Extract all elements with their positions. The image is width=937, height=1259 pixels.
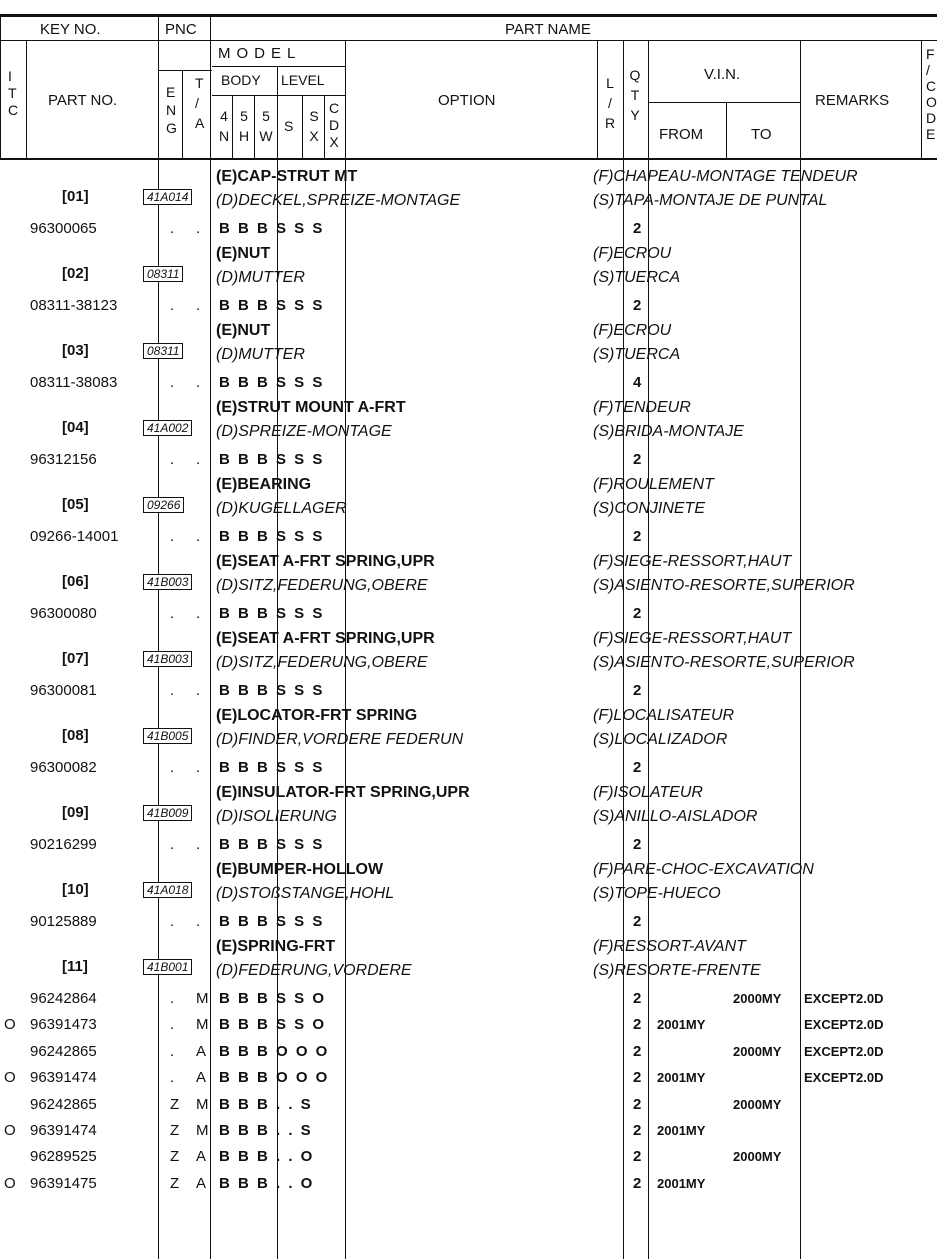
part-number[interactable]: 09266-14001	[30, 528, 119, 545]
header-fcode	[926, 46, 937, 142]
part-name-en: (E)SEAT A-FRT SPRING,UPR	[216, 630, 435, 647]
ta-code: .	[196, 605, 201, 622]
model-applicability: B B B . . O	[219, 1148, 313, 1166]
grid-line	[623, 40, 624, 1259]
grid-line	[800, 40, 801, 1259]
itc-marker: O	[4, 1016, 16, 1034]
ta-code: A	[196, 1148, 207, 1166]
part-name-fr: (F)ECROU	[593, 245, 672, 262]
part-name-es: (S)TUERCA	[593, 346, 681, 363]
quantity: 2	[633, 990, 642, 1007]
remarks: EXCEPT2.0D	[804, 1043, 884, 1059]
quantity: 2	[633, 1148, 642, 1166]
pnc-code[interactable]: 08311	[143, 343, 183, 359]
vin-to: 2000MY	[733, 1096, 782, 1112]
header-level-cdx	[328, 100, 340, 151]
header-level-char: X	[309, 128, 319, 144]
header-part-no: PART NO.	[48, 92, 118, 109]
header-ta-char: A	[195, 115, 205, 131]
header-lr-char: R	[605, 115, 616, 131]
quantity: 2	[633, 1122, 642, 1139]
part-number[interactable]: 96391474	[30, 1069, 97, 1087]
header-part-name: PART NAME	[505, 21, 591, 38]
part-number[interactable]: 96300080	[30, 605, 97, 622]
part-number[interactable]: 90125889	[30, 913, 97, 930]
grid-line	[921, 40, 922, 158]
ta-code: M	[196, 1095, 209, 1113]
vin-from: 2001MY	[657, 1123, 706, 1138]
part-name-en: (E)SEAT A-FRT SPRING,UPR	[216, 553, 435, 570]
pnc-code[interactable]: 41A018	[143, 882, 192, 898]
itc-marker: O	[4, 1122, 16, 1139]
part-name-de: (D)SITZ,FEDERUNG,OBERE	[216, 577, 428, 594]
part-name-en: (E)STRUT MOUNT A-FRT	[216, 399, 406, 416]
ta-code: M	[196, 990, 209, 1007]
part-name-de: (D)SPREIZE-MONTAGE	[216, 423, 392, 440]
header-vin-from: FROM	[659, 126, 704, 143]
grid-line	[232, 95, 233, 158]
header-lr	[605, 73, 615, 133]
header-level-sx	[308, 106, 320, 146]
part-name-en: (E)SPRING-FRT	[216, 938, 336, 955]
header-lr-char: L	[606, 75, 614, 91]
header-level-s: S	[284, 118, 294, 134]
itc-marker: O	[4, 1174, 16, 1192]
ta-code: A	[196, 1042, 207, 1060]
vin-from: 2001MY	[657, 1017, 706, 1033]
part-name-en: (E)BEARING	[216, 476, 312, 493]
ta-code: .	[196, 682, 201, 699]
part-number[interactable]: 08311-38123	[30, 297, 118, 314]
header-lr-char: /	[608, 95, 612, 111]
part-name-es: (S)TUERCA	[593, 269, 681, 286]
remarks: EXCEPT2.0D	[804, 1017, 884, 1033]
key-number[interactable]: [08]	[62, 727, 89, 744]
quantity: 4	[633, 374, 642, 391]
quantity: 2	[633, 220, 642, 237]
header-vin-to: TO	[751, 126, 772, 143]
part-name-fr: (F)PARE-CHOC-EXCAVATION	[593, 861, 814, 878]
model-applicability: B B B S S S	[219, 605, 323, 622]
header-itc-char: C	[8, 102, 19, 118]
part-name-en: (E)INSULATOR-FRT SPRING,UPR	[216, 784, 470, 801]
quantity: 2	[633, 1016, 642, 1034]
vin-from: 2001MY	[657, 1175, 706, 1191]
header-bottom-rule	[0, 158, 937, 160]
header-eng-char: G	[166, 120, 177, 136]
part-name-es: (S)ASIENTO-RESORTE,SUPERIOR	[593, 654, 855, 671]
header-top-rule	[0, 14, 937, 17]
header-eng-char: N	[166, 102, 177, 118]
part-name-es: (S)LOCALIZADOR	[593, 731, 728, 748]
model-applicability: B B B S S S	[219, 297, 323, 314]
part-name-fr: (F)RESSORT-AVANT	[593, 938, 746, 955]
ta-code: A	[196, 1069, 207, 1087]
remarks: EXCEPT2.0D	[804, 991, 884, 1006]
part-name-en: (E)LOCATOR-FRT SPRING	[216, 707, 418, 724]
part-name-fr: (F)CHAPEAU-MONTAGE TENDEUR	[593, 168, 858, 185]
part-name-fr: (F)TENDEUR	[593, 399, 691, 416]
ta-code: M	[196, 1122, 209, 1139]
header-body-char: 5	[240, 108, 248, 124]
remarks: EXCEPT2.0D	[804, 1070, 884, 1086]
eng-code: .	[170, 990, 175, 1007]
grid-line	[26, 40, 27, 158]
model-applicability: B B B S S S	[219, 451, 323, 468]
model-applicability: B B B O O O	[219, 1069, 328, 1087]
grid-line	[254, 95, 255, 158]
header-body-char: N	[219, 128, 230, 144]
header-body-5h	[238, 106, 250, 146]
part-number[interactable]: 96242865	[30, 1042, 97, 1060]
part-number[interactable]: 96242864	[30, 990, 97, 1007]
part-number[interactable]: 08311-38083	[30, 374, 118, 391]
header-vin: V.I.N.	[704, 66, 741, 83]
model-applicability: B B B S S S	[219, 220, 323, 237]
key-number[interactable]: [11]	[62, 958, 88, 975]
model-applicability: B B B S S S	[219, 374, 323, 391]
grid-line	[212, 66, 346, 67]
quantity: 2	[633, 759, 642, 776]
grid-line	[648, 40, 649, 1259]
ta-code: .	[196, 528, 201, 545]
part-name-de: (D)MUTTER	[216, 346, 305, 363]
part-name-en: (E)NUT	[216, 322, 271, 339]
grid-line	[158, 70, 212, 71]
eng-code: .	[170, 528, 175, 545]
pnc-code[interactable]: 41B005	[143, 728, 192, 744]
eng-code: .	[170, 374, 175, 391]
part-name-de: (D)SITZ,FEDERUNG,OBERE	[216, 654, 428, 671]
grid-line	[302, 95, 303, 158]
part-name-de: (D)STOßSTANGE,HOHL	[216, 885, 395, 902]
quantity: 2	[633, 297, 642, 314]
ta-code: .	[196, 374, 201, 391]
ta-code: M	[196, 1016, 209, 1034]
quantity: 2	[633, 913, 642, 930]
header-body-char: H	[238, 128, 250, 144]
pnc-code[interactable]: 41B003	[143, 651, 192, 667]
part-number[interactable]: 96289525	[30, 1148, 97, 1166]
eng-code: .	[170, 605, 175, 622]
grid-line	[597, 40, 598, 158]
eng-code: .	[170, 759, 175, 776]
part-name-es: (S)RESORTE-FRENTE	[593, 962, 761, 979]
key-number[interactable]: [06]	[62, 573, 89, 590]
header-body-5w	[259, 106, 273, 146]
header-qty-char: T	[630, 87, 640, 103]
ta-code: A	[196, 1174, 207, 1192]
eng-code: .	[170, 1069, 175, 1087]
header-level-char: D	[328, 117, 340, 133]
ta-code: .	[196, 220, 201, 237]
header-qty-char: Y	[630, 107, 640, 123]
part-number[interactable]: 96391473	[30, 1016, 97, 1034]
model-applicability: B B B S S S	[219, 759, 323, 776]
eng-code: Z	[170, 1122, 180, 1139]
model-applicability: B B B . . O	[219, 1174, 313, 1192]
pnc-code[interactable]: 41B009	[143, 805, 192, 821]
part-number[interactable]: 96391475	[30, 1174, 97, 1192]
header-level-char: X	[329, 134, 339, 150]
part-name-es: (S)CONJINETE	[593, 500, 705, 517]
part-name-en: (E)CAP-STRUT MT	[216, 168, 358, 185]
eng-code: Z	[170, 1148, 180, 1166]
grid-line	[0, 14, 1, 160]
quantity: 2	[633, 605, 642, 622]
quantity: 2	[633, 451, 642, 468]
grid-line	[345, 40, 346, 1259]
part-name-es: (S)TOPE-HUECO	[593, 885, 721, 902]
model-applicability: B B B . . S	[219, 1095, 311, 1113]
part-name-fr: (F)ECROU	[593, 322, 672, 339]
key-number[interactable]: [04]	[62, 419, 89, 436]
part-name-de: (D)ISOLIERUNG	[216, 808, 337, 825]
quantity: 2	[633, 1174, 642, 1192]
part-name-fr: (F)LOCALISATEUR	[593, 707, 735, 724]
grid-line	[726, 102, 727, 158]
part-name-es: (S)ASIENTO-RESORTE,SUPERIOR	[593, 577, 855, 594]
part-name-en: (E)BUMPER-HOLLOW	[216, 861, 384, 878]
header-body: BODY	[221, 72, 261, 88]
header-eng	[166, 83, 177, 137]
eng-code: .	[170, 913, 175, 930]
eng-code: .	[170, 297, 175, 314]
header-fcode-char: /	[926, 62, 930, 78]
header-pnc: PNC	[165, 21, 197, 38]
part-number[interactable]: 96391474	[30, 1122, 97, 1139]
part-number[interactable]: 96300065	[30, 220, 97, 237]
header-qty	[629, 65, 641, 125]
grid-line	[648, 102, 800, 103]
key-number[interactable]: [09]	[62, 804, 89, 821]
pnc-code[interactable]: 41A002	[143, 420, 192, 436]
header-rule	[0, 40, 937, 41]
grid-line	[210, 14, 211, 1259]
part-name-es: (S)TAPA-MONTAJE DE PUNTAL	[593, 192, 828, 209]
part-name-fr: (F)SIEGE-RESSORT,HAUT	[593, 630, 792, 647]
key-number[interactable]: [05]	[62, 496, 89, 513]
part-name-de: (D)KUGELLAGER	[216, 500, 347, 517]
ta-code: .	[196, 836, 201, 853]
header-option: OPTION	[438, 92, 496, 109]
header-itc-char: T	[8, 85, 17, 101]
part-name-fr: (F)ROULEMENT	[593, 476, 714, 493]
key-number[interactable]: [10]	[62, 881, 89, 898]
part-name-fr: (F)ISOLATEUR	[593, 784, 703, 801]
header-itc	[8, 68, 18, 119]
part-number[interactable]: 90216299	[30, 836, 97, 853]
model-applicability: B B B S S S	[219, 836, 323, 853]
quantity: 2	[633, 528, 642, 545]
eng-code: .	[170, 451, 175, 468]
pnc-code[interactable]: 41A014	[143, 189, 192, 205]
part-name-de: (D)FINDER,VORDERE FEDERUN	[216, 731, 464, 748]
grid-line	[182, 70, 183, 158]
vin-to: 2000MY	[733, 1043, 782, 1059]
quantity: 2	[633, 836, 642, 853]
quantity: 2	[633, 1095, 642, 1113]
header-qty-char: Q	[629, 67, 641, 83]
quantity: 2	[633, 1069, 642, 1087]
header-eng-char: E	[166, 84, 176, 100]
vin-to: 2000MY	[733, 991, 782, 1006]
part-number[interactable]: 96300081	[30, 682, 97, 699]
header-level: LEVEL	[281, 72, 325, 88]
eng-code: .	[170, 682, 175, 699]
pnc-code[interactable]: 08311	[143, 266, 183, 282]
model-applicability: B B B O O O	[219, 1042, 328, 1060]
part-number[interactable]: 96312156	[30, 451, 97, 468]
part-name-de: (D)MUTTER	[216, 269, 305, 286]
eng-code: .	[170, 220, 175, 237]
eng-code: .	[170, 1016, 175, 1034]
part-name-fr: (F)SIEGE-RESSORT,HAUT	[593, 553, 792, 570]
quantity: 2	[633, 1042, 642, 1060]
vin-from: 2001MY	[657, 1070, 706, 1086]
itc-marker: O	[4, 1069, 16, 1087]
header-key-no: KEY NO.	[40, 21, 101, 38]
pnc-code[interactable]: 41B001	[143, 959, 192, 975]
header-fcode-char: D	[926, 110, 937, 126]
part-name-es: (S)ANILLO-AISLADOR	[593, 808, 758, 825]
model-applicability: B B B S S O	[219, 990, 325, 1007]
ta-code: .	[196, 913, 201, 930]
model-applicability: B B B . . S	[219, 1122, 311, 1139]
key-number[interactable]: [01]	[62, 188, 89, 205]
model-applicability: B B B S S S	[219, 682, 323, 699]
header-fcode-char: E	[926, 126, 936, 142]
model-applicability: B B B S S S	[219, 913, 323, 930]
header-fcode-char: F	[926, 46, 935, 62]
ta-code: .	[196, 297, 201, 314]
header-remarks: REMARKS	[815, 92, 890, 109]
grid-line	[324, 95, 325, 158]
key-number[interactable]: [02]	[62, 265, 89, 282]
header-body-4n	[219, 106, 229, 146]
pnc-code[interactable]: 41B003	[143, 574, 192, 590]
eng-code: .	[170, 836, 175, 853]
key-number[interactable]: [07]	[62, 650, 89, 667]
header-level-char: C	[328, 100, 340, 116]
quantity: 2	[633, 682, 642, 699]
header-level-char: S	[309, 108, 319, 124]
pnc-code[interactable]: 09266	[143, 497, 184, 513]
header-model: MODEL	[218, 45, 302, 62]
header-fcode-char: C	[926, 78, 937, 94]
eng-code: Z	[170, 1174, 180, 1192]
part-name-en: (E)NUT	[216, 245, 271, 262]
part-name-de: (D)DECKEL,SPREIZE-MONTAGE	[216, 192, 461, 209]
key-number[interactable]: [03]	[62, 342, 89, 359]
eng-code: .	[170, 1042, 175, 1060]
ta-code: .	[196, 759, 201, 776]
header-body-char: W	[259, 128, 273, 144]
header-body-char: 4	[220, 108, 228, 124]
model-applicability: B B B S S S	[219, 528, 323, 545]
header-fcode-char: O	[926, 94, 937, 110]
header-body-char: 5	[262, 108, 270, 124]
part-number[interactable]: 96242865	[30, 1095, 97, 1113]
part-name-de: (D)FEDERUNG,VORDERE	[216, 962, 412, 979]
eng-code: Z	[170, 1095, 180, 1113]
part-name-es: (S)BRIDA-MONTAJE	[593, 423, 744, 440]
vin-to: 2000MY	[733, 1149, 782, 1165]
ta-code: .	[196, 451, 201, 468]
header-ta-char: /	[195, 95, 199, 111]
header-ta	[195, 73, 204, 133]
header-itc-char: I	[8, 68, 12, 84]
part-number[interactable]: 96300082	[30, 759, 97, 776]
model-applicability: B B B S S O	[219, 1016, 325, 1034]
header-ta-char: T	[195, 75, 204, 91]
